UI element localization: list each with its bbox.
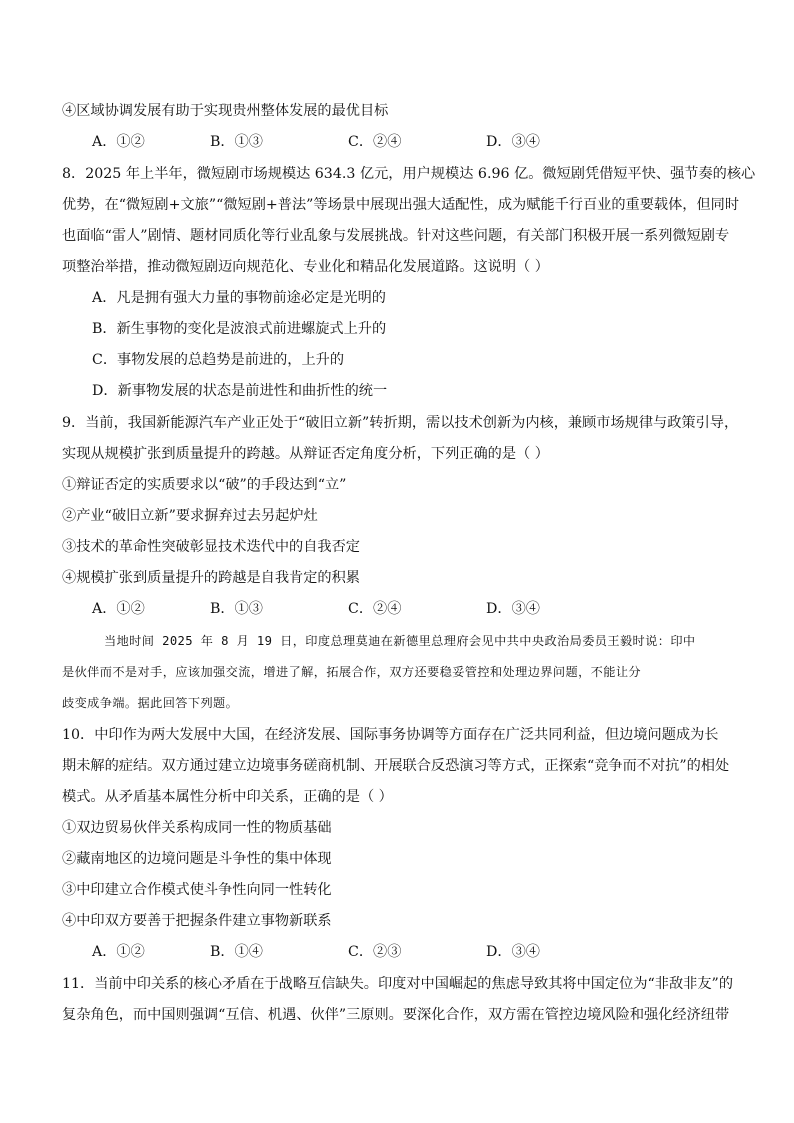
q10-stem-line: 模式。从矛盾基本属性分析中印关系，正确的是（ ）: [62, 789, 393, 805]
q9-item-4: ④规模扩张到质量提升的跨越是自我肯定的积累: [62, 570, 360, 586]
q9-item-3: ③技术的革命性突破彰显技术迭代中的自我否定: [62, 539, 360, 555]
q8-stem-line: 优势，在“微短剧+文旅”“微短剧+普法”等场景中展现出强大适配性，成为赋能千行百业的重要载体，但同时: [62, 197, 740, 213]
q7-option-c: C．②④: [348, 134, 402, 150]
q8-stem-line: 8．2025 年上半年，微短剧市场规模达 634.3 亿元，用户规模达 6.96 亿。微短剧凭借短平快、强节奏的核心: [62, 166, 756, 182]
q10-options: [92, 942, 732, 962]
q10-option-b: B．①④: [210, 944, 263, 960]
q10-option-d: D．③④: [486, 944, 540, 960]
q7-options: [92, 132, 732, 152]
q11-stem-line: 复杂角色，而中国则强调“互信、机遇、伙伴”三原则。要深化合作，双方需在管控边境风险和强化经济纽带: [62, 1007, 730, 1023]
q9-options: [92, 599, 732, 619]
material-line: 是伙伴而不是对手，应该加强交流，增进了解，拓展合作，双方还要稳妥管控和处理边界问题，不能让分: [62, 665, 642, 679]
q8-choice-b: B．新生事物的变化是波浪式前进螺旋式上升的: [92, 321, 387, 337]
q9-option-d: D．③④: [486, 601, 540, 617]
q10-option-a: A．①②: [92, 944, 145, 960]
q8-choice-c: C．事物发展的总趋势是前进的，上升的: [92, 352, 345, 368]
q8-stem-line: 项整治举措，推动微短剧迈向规范化、专业化和精品化发展道路。这说明（ ）: [62, 259, 549, 275]
q7-option-d: D．③④: [486, 134, 540, 150]
q10-item-4: ④中印双方要善于把握条件建立事物新联系: [62, 913, 332, 929]
q10-item-2: ②藏南地区的边境问题是斗争性的集中体现: [62, 851, 332, 867]
q11-stem-line: 11．当前中印关系的核心矛盾在于战略互信缺失。印度对中国崛起的焦虑导致其将中国定位为“非敌非友”的: [62, 976, 734, 992]
material-line: 歧变成争端。据此回答下列题。: [62, 696, 239, 710]
q9-stem-line: 实现从规模扩张到质量提升的跨越。从辩证否定角度分析，下列正确的是（ ）: [62, 446, 549, 462]
q8-choice-d: D．新事物发展的状态是前进性和曲折性的统一: [92, 383, 388, 399]
q9-item-2: ②产业“破旧立新”要求摒弃过去另起炉灶: [62, 508, 318, 524]
q10-item-1: ①双边贸易伙伴关系构成同一性的物质基础: [62, 820, 332, 836]
q10-stem-line: 期未解的症结。双方通过建立边境事务磋商机制、开展联合反恐演习等方式，正探索“竞争而不对抗”的相处: [62, 758, 730, 774]
q7-item-4: ④区域协调发展有助于实现贵州整体发展的最优目标: [62, 103, 389, 119]
q7-option-b: B．①③: [210, 134, 263, 150]
q10-stem-line: 10．中印作为两大发展中大国，在经济发展、国际事务协调等方面存在广泛共同利益，但边境问题成为长: [62, 727, 719, 743]
q10-item-3: ③中印建立合作模式使斗争性向同一性转化: [62, 882, 332, 898]
material-line: 当地时间 2025 年 8 月 19 日，印度总理莫迪在新德里总理府会见中共中央政治局委员王毅时说：印中: [104, 634, 696, 648]
q9-option-b: B．①③: [210, 601, 263, 617]
q9-stem-line: 9．当前，我国新能源汽车产业正处于“破旧立新”转折期，需以技术创新为内核，兼顾市场规律与政策引导，: [62, 415, 739, 431]
q8-choice-a: A．凡是拥有强大力量的事物前途必定是光明的: [92, 290, 386, 306]
q8-stem-line: 也面临“雷人”剧情、题材同质化等行业乱象与发展挑战。针对这些问题，有关部门积极开展一系列微短剧专: [62, 228, 730, 244]
q10-option-c: C．②③: [348, 944, 402, 960]
q7-option-a: A．①②: [92, 134, 145, 150]
q9-item-1: ①辩证否定的实质要求以“破”的手段达到“立”: [62, 477, 347, 493]
q9-option-c: C．②④: [348, 601, 402, 617]
q9-option-a: A．①②: [92, 601, 145, 617]
